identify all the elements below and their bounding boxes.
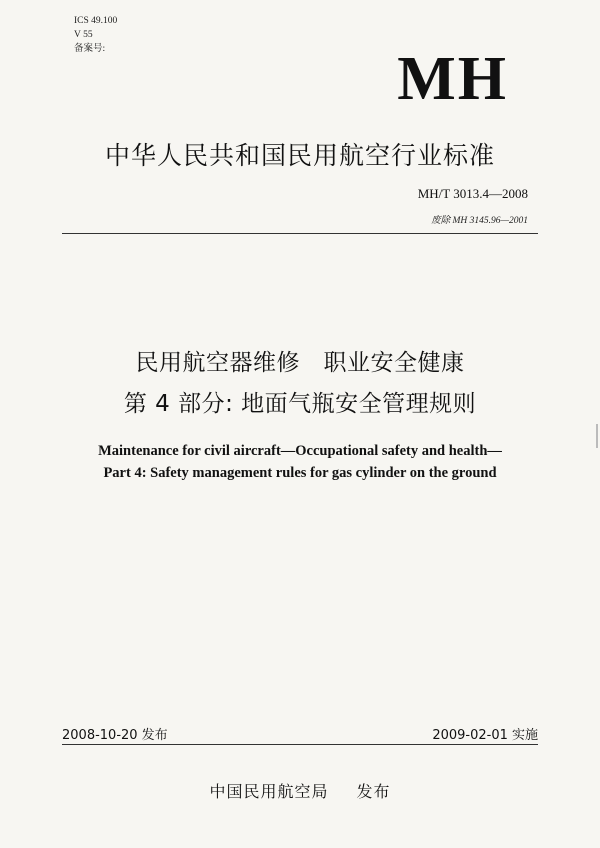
issue-date: 2008-10-20 发布 [62,728,168,743]
replaces-note: 废除 MH 3145.96—2001 [431,216,528,226]
title-en-line1: Maintenance for civil aircraft—Occupational safety and health— [98,443,502,459]
standard-number: MH/T 3013.4—2008 [417,186,528,201]
title-cn-line1: 民用航空器维修 职业安全健康 [135,350,465,376]
ics-code: ICS 49.100 [74,16,118,26]
title-en-line2: Part 4: Safety management rules for gas cylinder on the ground [103,465,497,481]
classification-block [74,14,117,56]
footer-divider [62,744,538,745]
standard-title: 中华人民共和国民用航空行业标准 [104,141,495,170]
publisher-name: 中国民用航空局 [209,782,329,801]
publisher-line [0,779,600,802]
filing-number-label: 备案号: [74,44,106,54]
mh-logo: MH [397,45,508,113]
publisher-verb: 发布 [356,782,391,801]
title-cn-line2: 第 4 部分: 地面气瓶安全管理规则 [123,391,477,417]
implementation-date: 2009-02-01 实施 [432,728,538,743]
ccs-code: V 55 [74,30,93,40]
header-divider [62,233,538,234]
scan-edge-mark [596,424,598,448]
